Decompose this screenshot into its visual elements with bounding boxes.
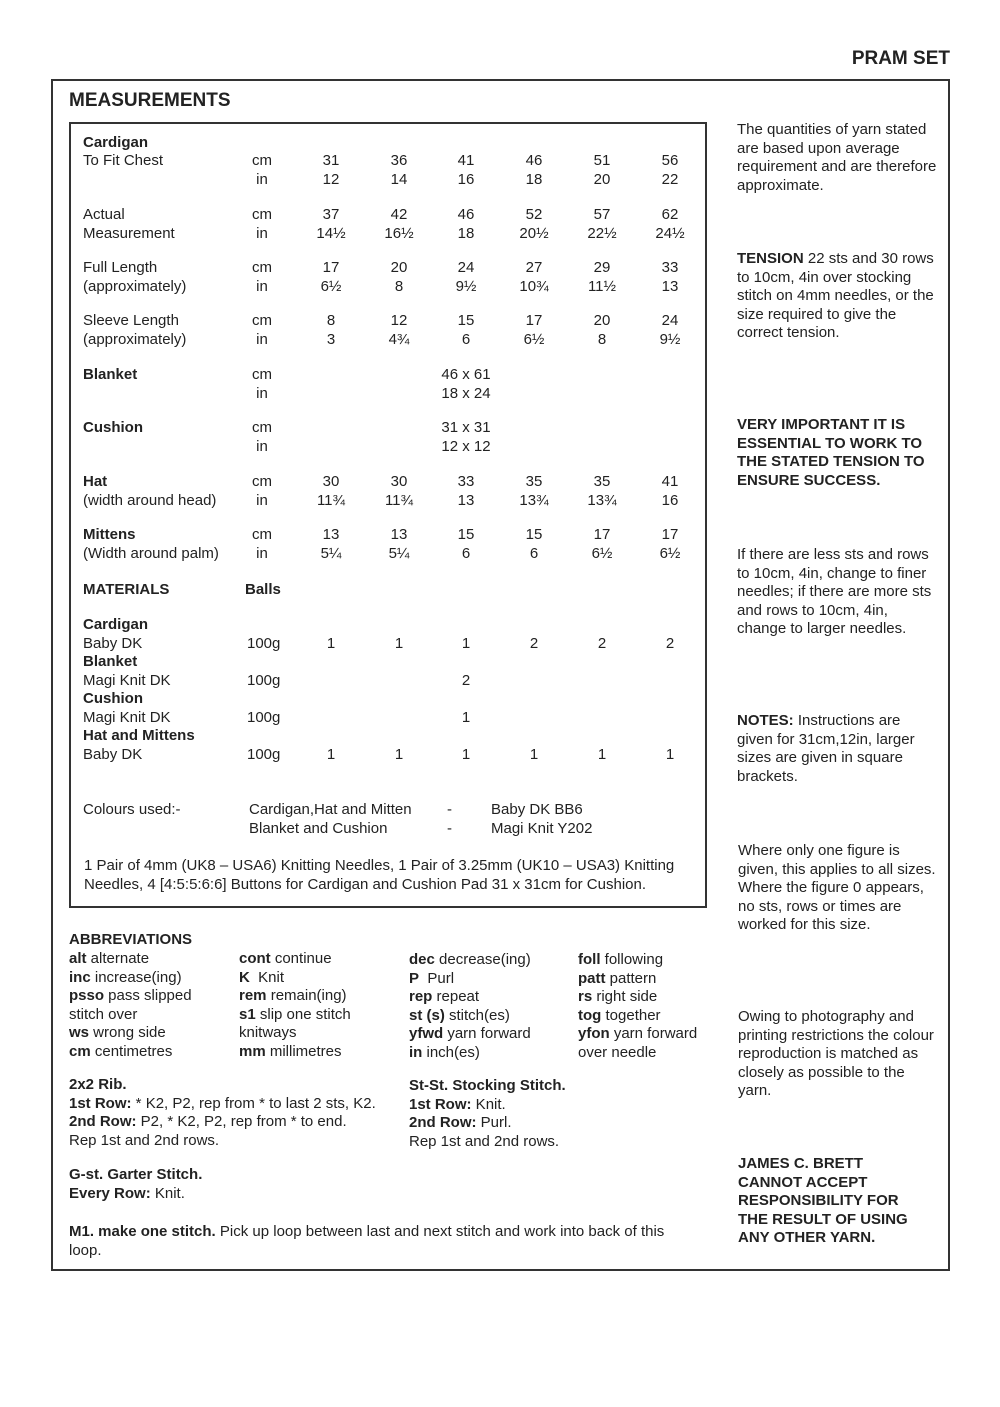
abbreviation-meaning: remain(ing): [266, 987, 347, 1005]
colour-item: Cardigan,Hat and Mitten: [249, 801, 412, 818]
colours-label: Colours used:-: [83, 801, 181, 818]
rib-row-2-text: P2, * K2, P2, rep from * to end.: [136, 1113, 347, 1131]
abbreviation-term: cont: [239, 950, 271, 967]
abbreviation-item: [578, 951, 663, 970]
size-value: 15: [457, 312, 475, 329]
unit-label: cm: [252, 419, 272, 436]
material-name: Cushion: [83, 690, 143, 707]
material-weight: 100g: [247, 634, 281, 652]
abbreviation-item: [239, 987, 347, 1006]
unit-label: in: [256, 277, 268, 295]
abbreviation-meaning: yarn forward: [609, 1025, 698, 1043]
size-value: 20: [593, 312, 611, 329]
abbreviation-term: yfon: [578, 1025, 610, 1043]
size-value: 6½: [523, 330, 545, 348]
material-yarn: Magi Knit DK: [83, 671, 171, 689]
size-value: 20: [390, 259, 408, 276]
unit-label: in: [256, 437, 268, 455]
size-value: 46: [457, 206, 475, 223]
material-name: Cardigan: [83, 616, 149, 633]
abbreviation-meaning: repeat: [432, 988, 480, 1006]
unit-label: cm: [252, 526, 272, 543]
notes-label: NOTES:: [737, 712, 794, 729]
size-value: 12: [390, 312, 408, 329]
size-value: 15: [457, 526, 475, 543]
size-value: 16: [457, 170, 475, 188]
material-weight: 100g: [247, 671, 281, 689]
colour-dash: -: [447, 801, 452, 818]
size-value: 56: [661, 152, 679, 169]
size-value: 17: [322, 259, 340, 276]
colour-yarn: Magi Knit Y202: [491, 819, 593, 837]
size-value: 51: [593, 152, 611, 169]
size-value: 5¼: [388, 544, 410, 562]
row-label: Blanket: [83, 366, 138, 383]
abbreviation-meaning: following: [600, 951, 664, 968]
stocking-row-2-label: 2nd Row:: [409, 1114, 477, 1132]
garter-row-text: Knit.: [150, 1184, 185, 1202]
stocking-repeat: Rep 1st and 2nd rows.: [409, 1132, 560, 1150]
row-label: (approximately): [83, 277, 187, 295]
rib-repeat: Rep 1st and 2nd rows.: [69, 1131, 220, 1149]
size-value: 13¾: [587, 491, 617, 509]
single-value: 46 x 61: [441, 366, 491, 383]
rib-row-2: [69, 1113, 399, 1132]
size-value: 41: [661, 473, 679, 490]
colour-dash: -: [447, 819, 452, 837]
single-value: 31 x 31: [441, 419, 491, 436]
unit-label: in: [256, 384, 268, 402]
less-sts-note: If there are less sts and rows to 10cm, 4in, change to finer needles; if there are more sts and rows to 10cm, 4in, change to larger needles.: [737, 546, 932, 638]
rib-row-1-label: 1st Row:: [69, 1094, 132, 1112]
abbreviations-heading: ABBREVIATIONS: [69, 931, 193, 948]
row-label: Mittens: [83, 526, 136, 543]
abbreviation-meaning: pattern: [605, 969, 657, 987]
size-value: 14½: [316, 224, 346, 242]
size-value: 8: [326, 312, 336, 329]
material-name: Blanket: [83, 653, 138, 670]
size-value: 37: [322, 206, 340, 223]
abbreviation-meaning: pass slipped: [104, 987, 192, 1005]
abbreviation-item: [578, 1025, 697, 1044]
abbreviation-term: tog: [578, 1006, 602, 1024]
size-value: 13: [457, 491, 475, 509]
size-value: 9½: [659, 330, 681, 348]
notes-text: Instructions are given for 31cm,12in, larger sizes are given in square brackets.: [737, 712, 915, 785]
m1-text: Pick up loop between last and next stitch and work into back of this loop.: [69, 1223, 665, 1259]
ball-count: 1: [394, 745, 404, 763]
size-value: 62: [661, 206, 679, 223]
abbreviation-item: [409, 988, 479, 1007]
measurements-title: MEASUREMENTS: [69, 90, 231, 111]
abbreviation-meaning: Purl: [419, 969, 455, 987]
size-value: 10¾: [519, 277, 549, 295]
row-label: Sleeve Length: [83, 312, 179, 329]
size-value: 8: [597, 330, 607, 348]
row-label: Full Length: [83, 259, 158, 276]
ball-count: 2: [665, 634, 675, 652]
size-value: 16½: [384, 224, 414, 242]
abbreviation-meaning: decrease(ing): [434, 951, 531, 968]
one-figure-note: Where only one figure is given, this applies to all sizes. Where the figure 0 appears, no sts, rows or times are worked for this size.: [738, 842, 936, 934]
size-value: 22½: [587, 224, 617, 242]
stocking-heading: St-St. Stocking Stitch.: [409, 1077, 566, 1094]
abbreviation-item: [578, 1044, 656, 1063]
abbreviation-meaning: over needle: [578, 1044, 657, 1061]
ball-count: 1: [461, 708, 471, 726]
rib-row-2-label: 2nd Row:: [69, 1113, 137, 1131]
row-label: To Fit Chest: [83, 152, 164, 169]
garter-section: [69, 1166, 399, 1203]
size-value: 24: [661, 312, 679, 329]
size-value: 6½: [320, 277, 342, 295]
ball-count: 2: [461, 671, 471, 689]
material-name: Hat and Mittens: [83, 727, 195, 744]
abbreviation-meaning: stitch over: [69, 1005, 138, 1023]
abbreviation-item: [239, 1043, 342, 1062]
abbreviation-item: [239, 950, 332, 969]
row-label: Measurement: [83, 224, 175, 242]
abbreviation-meaning: yarn forward: [443, 1025, 531, 1043]
row-label: Actual: [83, 206, 125, 223]
unit-label: cm: [252, 259, 272, 276]
abbreviation-item: [69, 1024, 166, 1043]
single-value: 12 x 12: [441, 437, 491, 455]
garter-row-label: Every Row:: [69, 1184, 151, 1202]
size-value: 11¾: [384, 491, 414, 509]
abbreviation-term: patt: [578, 969, 606, 987]
size-value: 57: [593, 206, 611, 223]
ball-count: 1: [461, 745, 471, 763]
size-value: 35: [525, 473, 543, 490]
abbreviation-term: dec: [409, 951, 435, 968]
stocking-row-2: [409, 1114, 709, 1133]
stocking-row-1-label: 1st Row:: [409, 1095, 472, 1113]
material-yarn: Baby DK: [83, 634, 143, 652]
page-title: PRAM SET: [851, 48, 950, 69]
material-yarn: Magi Knit DK: [83, 708, 171, 726]
row-label: (width around head): [83, 491, 217, 509]
abbreviation-item: [578, 970, 656, 989]
size-value: 30: [322, 473, 340, 490]
size-value: 16: [661, 491, 679, 509]
abbreviation-meaning: together: [601, 1006, 661, 1024]
garter-heading: G-st. Garter Stitch.: [69, 1166, 203, 1183]
rib-heading: 2x2 Rib.: [69, 1076, 127, 1093]
abbreviation-item: [69, 969, 182, 988]
needles-note: 1 Pair of 4mm (UK8 – USA6) Knitting Needles, 1 Pair of 3.25mm (UK10 – USA3) Knitting Needles, 4 [4:5:5:6:6] Buttons for Cardigan and Cushion Pad 31 x 31cm for Cushion.: [84, 857, 675, 893]
abbreviation-term: foll: [578, 951, 601, 968]
colour-item: Blanket and Cushion: [249, 819, 388, 837]
size-value: 20½: [519, 224, 549, 242]
size-value: 9½: [455, 277, 477, 295]
abbreviation-item: [69, 1006, 137, 1025]
stocking-section: [409, 1077, 709, 1151]
abbreviation-item: [69, 987, 192, 1006]
rib-row-1-text: * K2, P2, rep from * to last 2 sts, K2.: [131, 1094, 376, 1112]
size-value: 13¾: [519, 491, 549, 509]
size-value: 42: [390, 206, 408, 223]
abbreviation-item: [239, 1006, 351, 1025]
unit-label: in: [256, 170, 268, 188]
abbreviation-term: rep: [409, 988, 433, 1006]
abbreviation-meaning: Knit: [249, 968, 285, 986]
abbreviation-meaning: continue: [270, 950, 332, 967]
size-value: 18: [525, 170, 543, 188]
abbreviation-item: [409, 1044, 480, 1063]
size-value: 6½: [591, 544, 613, 562]
size-value: 24½: [655, 224, 685, 242]
quantities-note: The quantities of yarn stated are based upon average requirement and are therefore approximate.: [737, 121, 937, 194]
abbreviation-meaning: wrong side: [89, 1024, 166, 1042]
m1-label: M1. make one stitch.: [69, 1223, 216, 1240]
m1-note: [69, 1223, 694, 1260]
abbreviation-meaning: stitch(es): [444, 1006, 510, 1024]
size-value: 17: [525, 312, 543, 329]
stocking-row-1-text: Knit.: [471, 1095, 506, 1113]
abbreviation-term: mm: [239, 1043, 266, 1060]
abbreviation-item: [409, 970, 454, 989]
unit-label: in: [256, 491, 268, 509]
brett-note: JAMES C. BRETT CANNOT ACCEPT RESPONSIBILITY FOR THE RESULT OF USING ANY OTHER YARN.: [738, 1155, 908, 1247]
size-value: 46: [525, 152, 543, 169]
abbreviation-item: [409, 1025, 531, 1044]
abbreviation-meaning: slip one stitch: [255, 1005, 351, 1023]
size-value: 14: [390, 170, 408, 188]
abbreviation-item: [239, 1024, 297, 1043]
size-value: 11¾: [316, 491, 346, 509]
size-value: 4¾: [388, 330, 410, 348]
notes-note: [737, 712, 937, 786]
important-note: VERY IMPORTANT IT IS ESSENTIAL TO WORK TO THE STATED TENSION TO ENSURE SUCCESS.: [737, 416, 925, 489]
size-value: 6: [461, 330, 471, 348]
balls-label: Balls: [245, 581, 281, 598]
tension-label: TENSION: [737, 250, 804, 267]
size-value: 29: [593, 259, 611, 276]
abbreviation-meaning: centimetres: [90, 1043, 173, 1060]
abbreviation-term: inc: [69, 968, 91, 986]
ball-count: 2: [529, 634, 539, 652]
abbreviation-term: psso: [69, 987, 105, 1005]
abbreviation-term: alt: [69, 950, 87, 967]
size-value: 8: [394, 277, 404, 295]
unit-label: in: [256, 544, 268, 562]
materials-heading: MATERIALS: [83, 581, 170, 598]
abbreviation-term: st (s): [409, 1006, 445, 1024]
size-value: 30: [390, 473, 408, 490]
ball-count: 1: [461, 634, 471, 652]
ball-count: 1: [326, 634, 336, 652]
abbreviation-item: [69, 1043, 172, 1062]
rib-section: [69, 1076, 399, 1150]
abbreviation-item: [578, 988, 657, 1007]
size-value: 3: [326, 330, 336, 348]
size-value: 24: [457, 259, 475, 276]
abbreviation-meaning: right side: [592, 988, 658, 1006]
abbreviation-term: in: [409, 1044, 423, 1061]
abbreviation-item: [239, 969, 284, 988]
unit-label: cm: [252, 473, 272, 490]
size-value: 5¼: [320, 544, 342, 562]
size-value: 13: [661, 277, 679, 295]
unit-label: in: [256, 224, 268, 242]
size-value: 41: [457, 152, 475, 169]
material-weight: 100g: [247, 745, 281, 763]
abbreviation-term: K: [239, 968, 250, 986]
tension-note: [737, 250, 937, 343]
size-value: 13: [322, 526, 340, 543]
abbreviation-item: [409, 951, 531, 970]
colour-yarn: Baby DK BB6: [491, 801, 583, 818]
size-value: 13: [390, 526, 408, 543]
ball-count: 2: [597, 634, 607, 652]
stocking-row-1: [409, 1096, 709, 1115]
size-value: 18: [457, 224, 475, 242]
unit-label: cm: [252, 152, 272, 169]
abbreviation-meaning: increase(ing): [90, 968, 182, 986]
unit-label: cm: [252, 206, 272, 223]
abbreviation-term: rs: [578, 988, 593, 1006]
unit-label: in: [256, 330, 268, 348]
abbreviation-term: rem: [239, 987, 267, 1005]
material-weight: 100g: [247, 708, 281, 726]
size-value: 35: [593, 473, 611, 490]
abbreviation-item: [69, 950, 149, 969]
abbreviation-meaning: alternate: [86, 950, 150, 967]
size-value: 15: [525, 526, 543, 543]
row-label: (Width around palm): [83, 544, 219, 562]
abbreviation-term: cm: [69, 1043, 91, 1060]
ball-count: 1: [529, 745, 539, 763]
row-label: Hat: [83, 473, 108, 490]
size-value: 17: [661, 526, 679, 543]
size-value: 20: [593, 170, 611, 188]
size-value: 6: [461, 544, 471, 562]
ball-count: 1: [597, 745, 607, 763]
ball-count: 1: [394, 634, 404, 652]
abbreviation-item: [409, 1007, 510, 1026]
abbreviation-item: [578, 1007, 661, 1026]
tension-text: 22 sts and 30 rows to 10cm, 4in over stocking stitch on 4mm needles, or the size required to give the correct tension.: [737, 250, 934, 342]
size-value: 6½: [659, 544, 681, 562]
unit-label: cm: [252, 366, 272, 383]
row-label: Cardigan: [83, 134, 149, 151]
size-value: 22: [661, 170, 679, 188]
rib-row-1: [69, 1095, 399, 1114]
abbreviation-term: ws: [69, 1024, 90, 1042]
abbreviation-meaning: knitways: [239, 1024, 297, 1042]
ball-count: 1: [665, 745, 675, 763]
abbreviation-term: yfwd: [409, 1025, 444, 1043]
size-value: 31: [322, 152, 340, 169]
unit-label: cm: [252, 312, 272, 329]
abbreviation-term: s1: [239, 1005, 256, 1023]
size-value: 33: [457, 473, 475, 490]
abbreviation-term: P: [409, 969, 420, 987]
size-value: 27: [525, 259, 543, 276]
ball-count: 1: [326, 745, 336, 763]
size-value: 33: [661, 259, 679, 276]
row-label: (approximately): [83, 330, 187, 348]
single-value: 18 x 24: [441, 384, 491, 402]
size-value: 6: [529, 544, 539, 562]
size-value: 52: [525, 206, 543, 223]
photography-note: Owing to photography and printing restrictions the colour reproduction is matched as closely as possible to the yarn.: [738, 1008, 934, 1100]
size-value: 11½: [587, 277, 617, 295]
stocking-row-2-text: Purl.: [476, 1114, 512, 1132]
row-label: Cushion: [83, 419, 143, 436]
abbreviation-meaning: inch(es): [422, 1044, 480, 1061]
material-yarn: Baby DK: [83, 745, 143, 763]
size-value: 12: [322, 170, 340, 188]
size-value: 36: [390, 152, 408, 169]
size-value: 17: [593, 526, 611, 543]
garter-row: [69, 1185, 399, 1204]
abbreviation-meaning: millimetres: [265, 1043, 342, 1060]
